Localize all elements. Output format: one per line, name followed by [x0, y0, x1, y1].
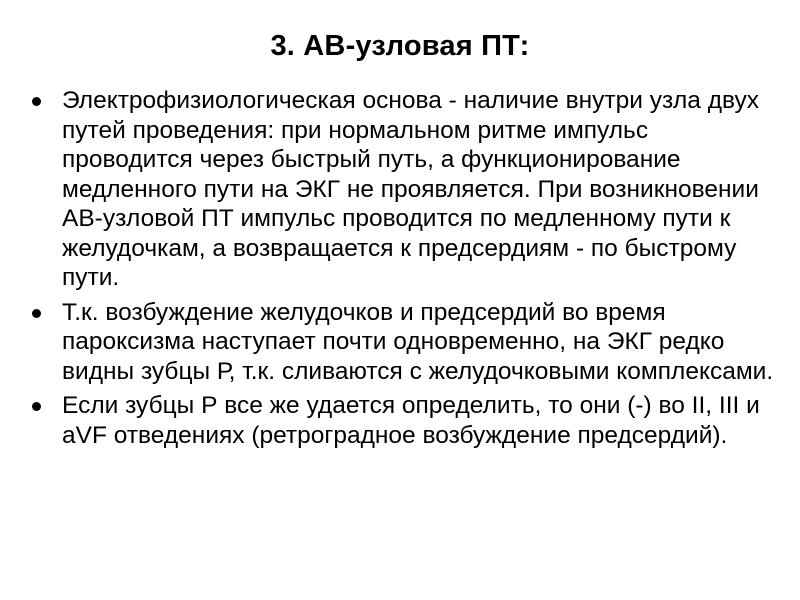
bullet-item-retrograde [32, 391, 782, 450]
bullet-item-ecg-p-waves [32, 298, 782, 387]
slide-title: 3. АВ-узловая ПТ: [270, 30, 530, 62]
bullet-text: Т.к. возбуждение желудочков и предсердий во время пароксизма наступает почти одновременно, на ЭКГ редко видны зубцы Р, т.к. сливаются с желудочковыми комплексами. [62, 298, 774, 385]
bullet-text: Если зубцы Р все же удается определить, то они (-) во II, III и aVF отведениях (ретроградное возбуждение предсердий). [62, 392, 760, 449]
bullet-text: Электрофизиологическая основа - наличие внутри узла двух путей проведения: при нормальном ритме импульс проводится через быстрый путь, а функционирование медленного пути на ЭКГ не проявляется. При возникновении АВ-узловой ПТ импульс проводится по медленному пути к желудочкам, а возвращается к предсердиям - по быстрому пути. [62, 87, 759, 291]
bullet-point-icon [32, 402, 41, 411]
bullet-point-icon [32, 97, 41, 106]
bullet-list [32, 86, 782, 455]
bullet-item-mechanism [32, 86, 782, 293]
bullet-point-icon [32, 309, 41, 318]
